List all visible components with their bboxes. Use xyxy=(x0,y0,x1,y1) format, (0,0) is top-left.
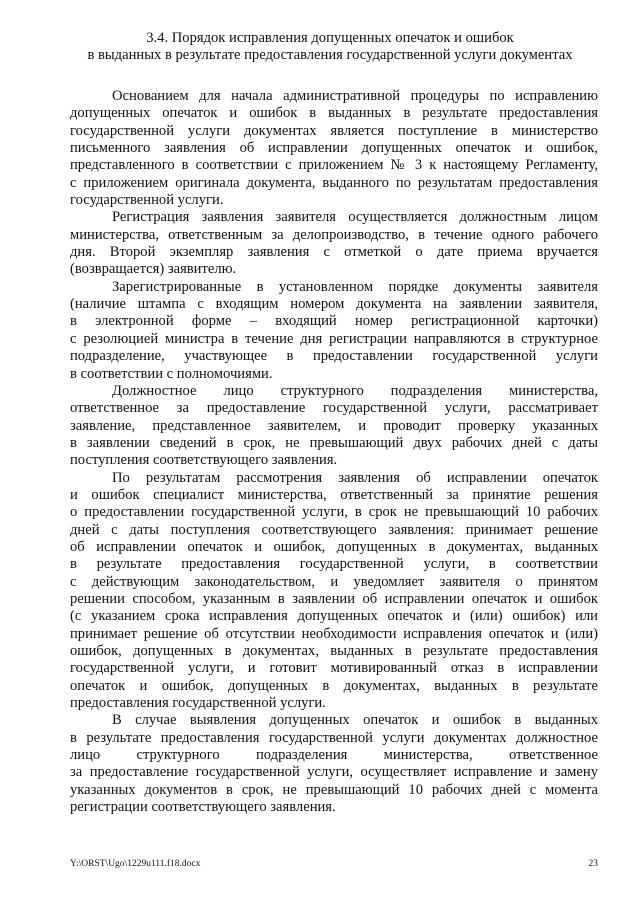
paragraph xyxy=(70,88,598,209)
text-line: (с указанием срока исправления допущенных опечаток и (или) ошибок) или xyxy=(70,608,598,625)
text-line: в заявлении сведений в срок, не превышающий двух рабочих дней с даты xyxy=(70,434,598,451)
text-line: за предоставление государственной услуги, осуществляет исправление и замену xyxy=(70,764,598,781)
text-line: государственной услуги, и готовит мотивированный отказ в исправлении xyxy=(70,660,598,677)
page-number: 23 xyxy=(588,859,598,869)
text-line: подразделение, участвующее в предоставлении государственной услуги xyxy=(70,348,598,365)
text-line: письменного заявления об исправлении допущенных опечаток и ошибок, xyxy=(70,140,598,157)
text-line: государственной услуги. xyxy=(70,192,224,209)
text-line: решении способом, указанным в заявлении об исправлении опечаток и ошибок xyxy=(70,590,598,607)
text-line: По результатам рассмотрения заявления об исправлении опечаток xyxy=(112,469,598,486)
text-line: принимает решение об отсутствии необходимости исправления опечаток и (или) xyxy=(70,625,598,642)
text-line: с приложением оригинала документа, выданного по результатам предоставления xyxy=(70,174,598,191)
text-line: в результате предоставления государственной услуги, в соответствии xyxy=(70,556,598,573)
text-line: ответственное за предоставление государственной услуги, рассматривает xyxy=(70,400,598,417)
section-heading xyxy=(60,30,600,64)
text-line: в электронной форме – входящий номер регистрационной карточки) xyxy=(70,313,598,330)
text-line: опечаток и ошибок, допущенных в документах, выданных в результате xyxy=(70,677,598,694)
text-line: представленного в соответствии с приложением № 3 к настоящему Регламенту, xyxy=(70,157,598,174)
text-line: ошибок, допущенных в документах, выданных в результате предоставления xyxy=(70,643,598,659)
paragraph xyxy=(70,279,598,383)
text-line: заявление, представленное заявителем, и проводит проверку указанных xyxy=(70,417,598,434)
text-line: (наличие штампа с входящим номером документа на заявлении заявителя, xyxy=(70,296,598,313)
text-line: в соответствии с полномочиями. xyxy=(70,365,273,382)
text-line: государственной услуги документах является поступление в министерство xyxy=(70,122,598,139)
text-line: предоставления государственной услуги. xyxy=(70,695,326,712)
paragraph xyxy=(70,209,598,278)
text-line: лицо структурного подразделения министерства, ответственное xyxy=(70,747,598,764)
text-line: допущенных опечаток и ошибок в выданных в результате предоставления xyxy=(70,105,598,122)
text-line: дней с даты поступления соответствующего заявления: принимает решение xyxy=(70,521,598,538)
text-line: Основанием для начала административной процедуры по исправлению xyxy=(112,88,598,104)
text-line: Регистрация заявления заявителя осуществляется должностным лицом xyxy=(112,209,598,226)
text-line: Должностное лицо структурного подразделения министерства, xyxy=(112,382,598,399)
body-text xyxy=(70,88,598,816)
text-line: дня. Второй экземпляр заявления с отметкой о дате приема вручается xyxy=(70,244,598,261)
section-heading-line-1: 3.4. Порядок исправления допущенных опечаток и ошибок xyxy=(146,30,514,46)
text-line: в результате предоставления государственной услуги документах должностное xyxy=(70,729,598,746)
text-line: о предоставлении государственной услуги, в срок не превышающий 10 рабочих xyxy=(70,504,598,521)
text-line: об исправлении опечаток и ошибок, допущенных в документах, выданных xyxy=(70,538,598,555)
text-line: и ошибок специалист министерства, ответственный за принятие решения xyxy=(70,486,598,503)
text-line: указанных документов в срок, не превышающий 10 рабочих дней с момента xyxy=(70,781,598,798)
text-line: с резолюцией министра в течение дня регистрации направляются в структурное xyxy=(70,330,598,347)
text-line: с действующим законодательством, и уведомляет заявителя о принятом xyxy=(70,573,598,590)
text-line: Зарегистрированные в установленном порядке документы заявителя xyxy=(112,278,598,295)
text-line: поступления соответствующего заявления. xyxy=(70,452,338,469)
section-heading-line-2: в выданных в результате предоставления государственной услуги документах xyxy=(87,47,573,63)
text-line: В случае выявления допущенных опечаток и ошибок в выданных xyxy=(112,712,598,729)
paragraph xyxy=(70,470,598,713)
text-line: регистрации соответствующего заявления. xyxy=(70,799,336,816)
paragraph xyxy=(70,712,598,816)
text-line: министерства, ответственным за делопроизводство, в течение одного рабочего xyxy=(70,226,598,243)
paragraph xyxy=(70,383,598,470)
footer-file-path: Y:\ORST\Ugo\1229u111.f18.docx xyxy=(70,859,201,869)
text-line: (возвращается) заявителю. xyxy=(70,261,237,278)
